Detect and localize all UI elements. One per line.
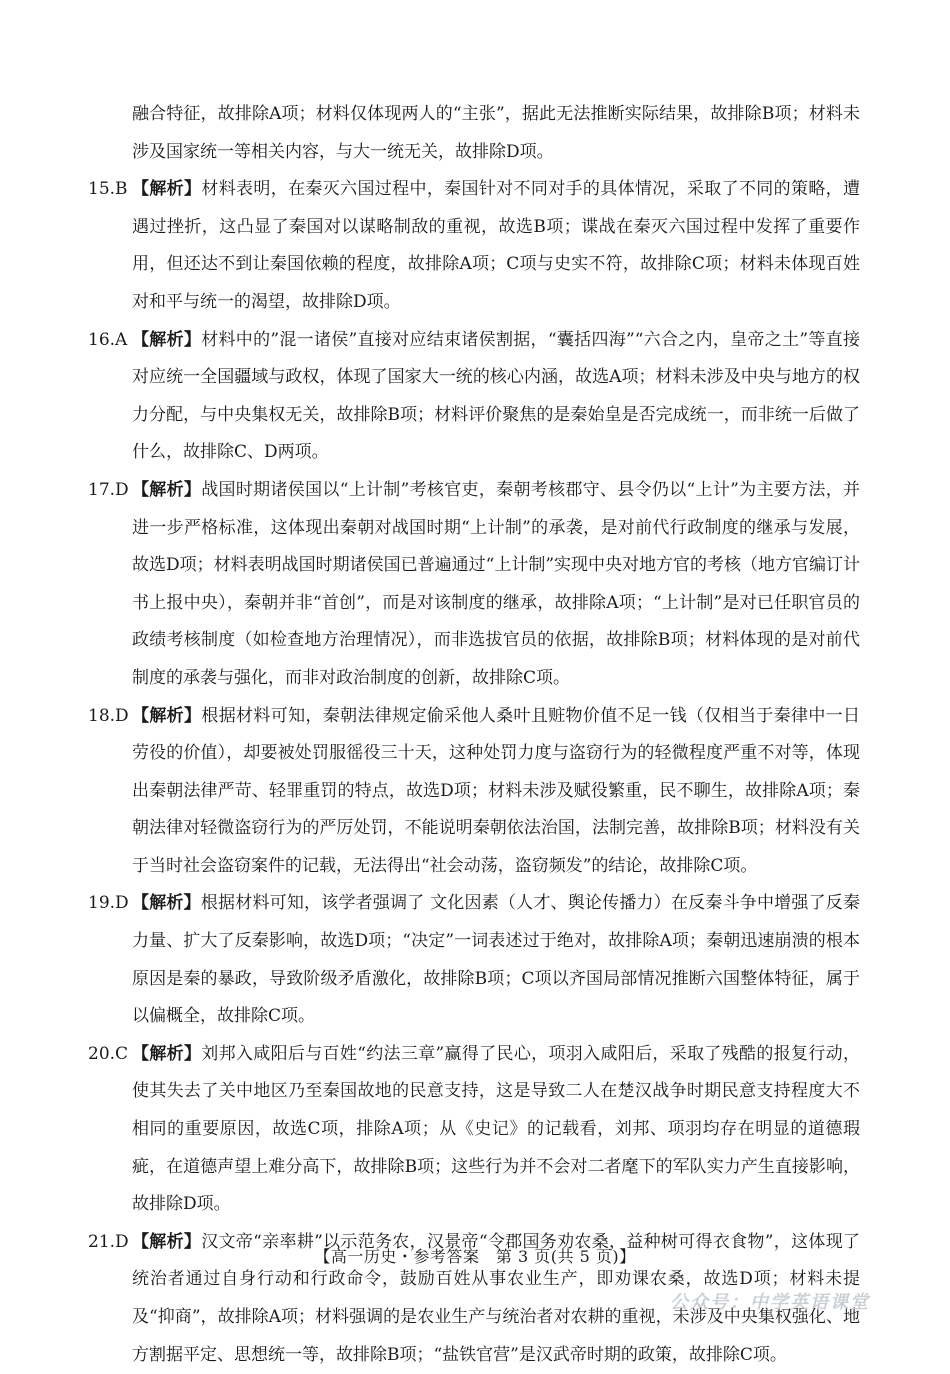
analysis-label: 【解析】 xyxy=(132,329,202,350)
answer-item xyxy=(88,322,860,472)
answer-number: 19.D xyxy=(88,893,129,914)
page-footer: 【高一历史・参考答案 第 3 页(共 5 页)】 xyxy=(314,1247,636,1266)
answer-number: 15.B xyxy=(88,179,128,200)
analysis-text: 根据材料可知，该学者强调了 文化因素（人才、舆论传播力）在反秦斗争中增强了反秦力量、扩大了反秦影响，故选D项；“决定”一词表述过于绝对，故排除A项；秦朝迅速崩溃的根本原因是秦的暴政，导致阶级矛盾激化，故排除B项；C项以齐国局部情况推断六国整体特征，属于以偏概全，故排除C项。 xyxy=(132,893,861,1027)
answer-number: 16.A xyxy=(88,329,128,350)
analysis-label: 【解析】 xyxy=(132,1043,202,1064)
answer-number: 17.D xyxy=(88,479,129,500)
analysis-label: 【解析】 xyxy=(132,179,202,200)
analysis-text: 材料表明，在秦灭六国过程中，秦国针对不同对手的具体情况，采取了不同的策略，遭遇过挫折，这凸显了秦国对以谋略制敌的重视，故选B项；谍战在秦灭六国过程中发挥了重要作用，但还达不到让秦国依赖的程度，故排除A项；C项与史实不符，故排除C项；材料未体现百姓对和平与统一的渴望，故排除D项。 xyxy=(132,179,861,312)
analysis-label: 【解析】 xyxy=(132,1231,202,1252)
analysis-label: 【解析】 xyxy=(132,479,202,500)
analysis-text: 根据材料可知，秦朝法律规定偷采他人桑叶且赃物价值不足一钱（仅相当于秦律中一日劳役的价值），却要被处罚服徭役三十天，这种处罚力度与盗窃行为的轻微程度严重不对等，体现出秦朝法律严苛、轻罪重罚的特点，故选D项；材料未涉及赋役繁重，民不聊生，故排除A项；秦朝法律对轻微盗窃行为的严厉处罚，不能说明秦朝依法治国，法制完善，故排除B项；材料没有关于当时社会盗窃案件的记载，无法得出“社会动荡，盗窃频发”的结论，故排除C项。 xyxy=(132,705,861,876)
answer-item xyxy=(88,472,860,698)
analysis-label: 【解析】 xyxy=(132,893,201,914)
watermark: 公众号：中学英语课堂 xyxy=(670,1292,870,1313)
answer-item xyxy=(88,1036,860,1224)
answer-number: 18.D xyxy=(88,705,129,726)
answer-sheet-page xyxy=(88,96,860,1374)
analysis-text: 材料中的”混一诸侯”直接对应结束诸侯割据，“囊括四海”“六合之内，皇帝之土”等直接对应统一全国疆域与政权，体现了国家大一统的核心内涵，故选A项；材料未涉及中央与地方的权力分配，与中央集权无关，故排除B项；材料评价聚焦的是秦始皇是否完成统一，而非统一后做了什么，故排除C、D两项。 xyxy=(132,329,860,463)
analysis-text: 战国时期诸侯国以“上计制”考核官吏，秦朝考核郡守、县令仍以“上计”为主要方法，并进一步严格标准，这体现出秦朝对战国时期“上计制”的承袭，是对前代行政制度的继承与发展，故选D项；材料表明战国时期诸侯国已普遍通过“上计制”实现中央对地方官的考核（地方官编订计书上报中央），秦朝并非“首创”，而是对该制度的继承，故排除A项；“上计制”是对已任职官员的政绩考核制度（如检查地方治理情况），而非选拔官员的依据，故排除B项；材料体现的是对前代制度的承袭与强化，而非对政治制度的创新，故排除C项。 xyxy=(132,479,861,688)
analysis-label: 【解析】 xyxy=(132,705,202,726)
answer-item xyxy=(88,885,860,1035)
answer-item xyxy=(88,698,860,886)
answer-item xyxy=(88,171,860,321)
analysis-text: 汉文帝“亲率耕”以示范务农，汉景帝“令郡国务劝农桑，益种树可得衣食物”，这体现了统治者通过自身行动和行政命令，鼓励百姓从事农业生产，即劝课农桑，故选D项；材料未提及“抑商”，故排除A项；材料强调的是农业生产与统治者对农耕的重视，未涉及中央集权强化、地方割据平定、思想统一等，故排除B项；“盐铁官营”是汉武帝时期的政策，故排除C项。 xyxy=(132,1231,860,1365)
analysis-text: 刘邦入咸阳后与百姓“约法三章”赢得了民心，项羽入咸阳后，采取了残酷的报复行动，使其失去了关中地区乃至秦国故地的民意支持，这是导致二人在楚汉战争时期民意支持程度大不相同的重要原因，故选C项，排除A项；从《史记》的记载看，刘邦、项羽均存在明显的道德瑕疵，在道德声望上难分高下，故排除B项；这些行为并不会对二者麾下的军队实力产生直接影响，故排除D项。 xyxy=(132,1043,860,1215)
answer-number: 21.D xyxy=(88,1231,129,1252)
answer-number: 20.C xyxy=(88,1043,129,1064)
answer-list xyxy=(88,171,860,1374)
continued-paragraph: 融合特征，故排除A项；材料仅体现两人的“主张”，据此无法推断实际结果，故排除B项；材料未涉及国家统一等相关内容，与大一统无关，故排除D项。 xyxy=(132,104,860,162)
